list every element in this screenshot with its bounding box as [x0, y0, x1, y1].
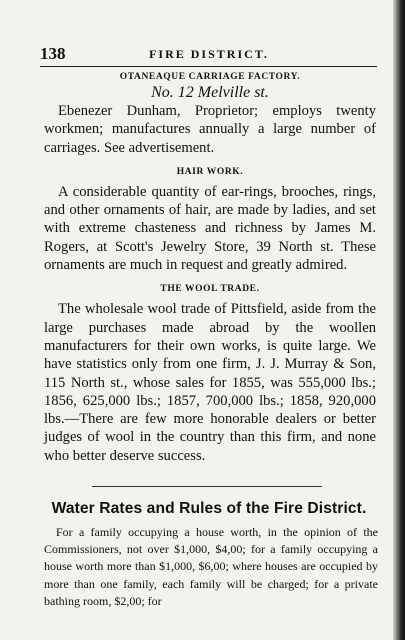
paragraph-hair-work: A considerable quantity of ear-rings, brooches, rings, and other ornaments of hair, are made by ladies, and set with extreme chasteness and richness by James M. Rogers, at Scott's Jewelry Store, 39 North st. These ornaments are much in request and greatly admired.: [44, 183, 376, 274]
paragraph-carriage-factory: Ebenezer Dunham, Proprietor; employs twenty workmen; manufactures annually a large number of carriages. See advertisement.: [44, 103, 376, 156]
water-rates-heading: Water Rates and Rules of the Fire District.: [51, 500, 367, 517]
water-rates-body: [44, 524, 378, 610]
section-subheading-address: No. 12 Melville st.: [151, 84, 269, 101]
section-heading-hair-work: HAIR WORK.: [176, 166, 244, 177]
page-body: [44, 72, 376, 465]
page-binding-edge: [393, 0, 405, 640]
section-divider-rule: [92, 486, 322, 487]
paragraph-wool-trade: The wholesale wool trade of Pittsfield, aside from the large purchases made abroad by the woollen manufacturers for their own works, is quite large. We have statistics only from one firm, J. J. Murray & Son, 115 North st., whose sales for 1855, was 555,000 lbs.; 1856, 625,000 lbs.; 1857, 700,000 lbs.; 1858, 920,000 lbs.—There are few more honorable dealers or better judges of wool in the country than this firm, and none who better deserve success.: [44, 301, 376, 464]
section-heading-carriage-factory: OTANEAQUE CARRIAGE FACTORY.: [119, 72, 301, 82]
page-header: [40, 38, 378, 64]
section-heading-wool-trade: THE WOOL TRADE.: [160, 284, 260, 295]
header-rule: [40, 66, 377, 67]
running-head: FIRE DISTRICT.: [149, 47, 269, 61]
page-number: 138: [40, 44, 66, 63]
paragraph-water-rates: For a family occupying a house worth, in the opinion of the Commissioners, not over $1,000, $4,00; for a family occupying a house worth more than $1,000, $6,00; where houses are occupied by more than one family, each family will be charged; for a private bathing room, $2,00; for: [44, 525, 378, 608]
